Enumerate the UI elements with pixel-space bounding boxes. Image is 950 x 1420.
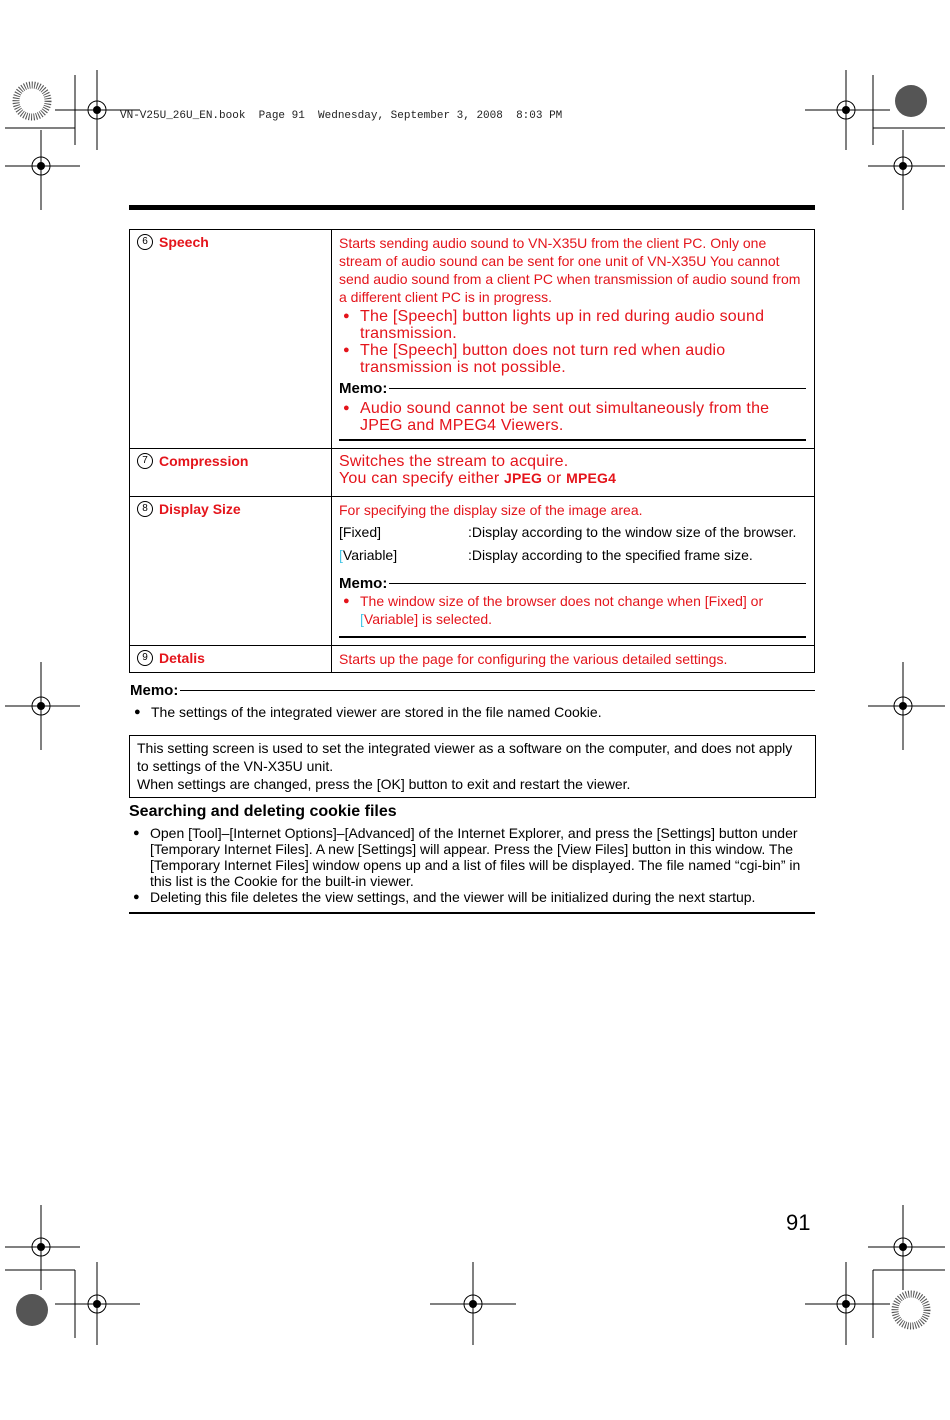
bottom-rule: [129, 912, 815, 914]
item-number: 6: [137, 234, 153, 250]
item-number: 8: [137, 501, 153, 517]
compression-label: [137, 453, 325, 469]
fixed-option: [Fixed] :Display according to the window size of the browser.: [339, 524, 797, 540]
section-title: Searching and deleting cookie files: [129, 803, 397, 820]
memo-title: Memo:: [339, 380, 388, 397]
settings-table: [129, 229, 815, 673]
list-item: ● Deleting this file deletes the view settings, and the viewer will be initialized during the next startup.: [129, 889, 815, 905]
memo-heading: [130, 682, 815, 699]
memo-title: Memo:: [130, 682, 179, 699]
list-item: ● The [Speech] button lights up in red during audio sound transmission.: [339, 308, 806, 342]
print-header: VN-V25U_26U_EN.book Page 91 Wednesday, September 3, 2008 8:03 PM: [120, 110, 563, 122]
memo-heading: [339, 575, 806, 592]
table-row-display-size: [130, 497, 815, 646]
table-row-details: [130, 646, 815, 673]
compression-line1: Switches the stream to acquire.: [339, 453, 569, 470]
list-item: ● The [Speech] button does not turn red when audio transmission is not possible.: [339, 342, 806, 376]
display-size-memo-bullets: [339, 592, 806, 628]
table-row-speech: [130, 230, 815, 449]
details-name: Detalis: [159, 650, 205, 666]
speech-label: [137, 234, 325, 250]
list-item: ● Open [Tool]–[Internet Options]–[Advanced] of the Internet Explorer, and press the [Settings] button under [Temporary Internet Files]. A new [Settings] will appear. Press the [View Files] button in this window. The [Temporary Internet Files] window opens up and a list of files will be displayed. The file named “cgi-bin” in this list is the Cookie for the built-in viewer.: [129, 825, 815, 889]
details-label: [137, 650, 325, 666]
display-size-name: Display Size: [159, 501, 241, 517]
compression-name: Compression: [159, 453, 249, 469]
memo-end-rule: [339, 636, 806, 638]
item-number: 9: [137, 650, 153, 666]
speech-memo-bullets: [339, 400, 806, 434]
display-size-description: For specifying the display size of the image area.: [339, 502, 643, 518]
memo-end-rule: [339, 439, 806, 441]
memo-section: [130, 682, 815, 721]
note-line: When settings are changed, press the [OK] button to exit and restart the viewer.: [137, 776, 631, 792]
memo-title: Memo:: [339, 575, 388, 592]
variable-option: [Variable] :Display according to the specified frame size.: [339, 547, 753, 563]
memo-bullets: [130, 703, 815, 721]
list-item: ● The window size of the browser does not change when [Fixed] or [Variable] is selected.: [339, 592, 806, 628]
table-row-compression: [130, 449, 815, 497]
top-rule: [129, 205, 815, 210]
note-line: This setting screen is used to set the integrated viewer as a software on the computer, and does not apply to settings of the VN-X35U unit.: [137, 740, 793, 774]
page-number: 91: [786, 1210, 811, 1235]
speech-name: Speech: [159, 234, 209, 250]
list-item: ● Audio sound cannot be sent out simultaneously from the JPEG and MPEG4 Viewers.: [339, 400, 806, 434]
compression-line2: You can specify either JPEG or MPEG4: [339, 470, 617, 487]
note-box: [129, 735, 816, 798]
speech-bullets: [339, 308, 806, 376]
item-number: 7: [137, 453, 153, 469]
display-size-label: [137, 501, 325, 517]
list-item: ● The settings of the integrated viewer are stored in the file named Cookie.: [130, 703, 815, 721]
speech-description: Starts sending audio sound to VN-X35U from the client PC. Only one stream of audio sound can be sent for one unit of VN-X35U You cannot send audio sound from a client PC when transmission of audio sound from a different client PC is in progress.: [339, 235, 801, 305]
memo-heading: [339, 380, 806, 397]
details-description: Starts up the page for configuring the various detailed settings.: [339, 651, 728, 667]
section-bullets: [129, 825, 815, 905]
